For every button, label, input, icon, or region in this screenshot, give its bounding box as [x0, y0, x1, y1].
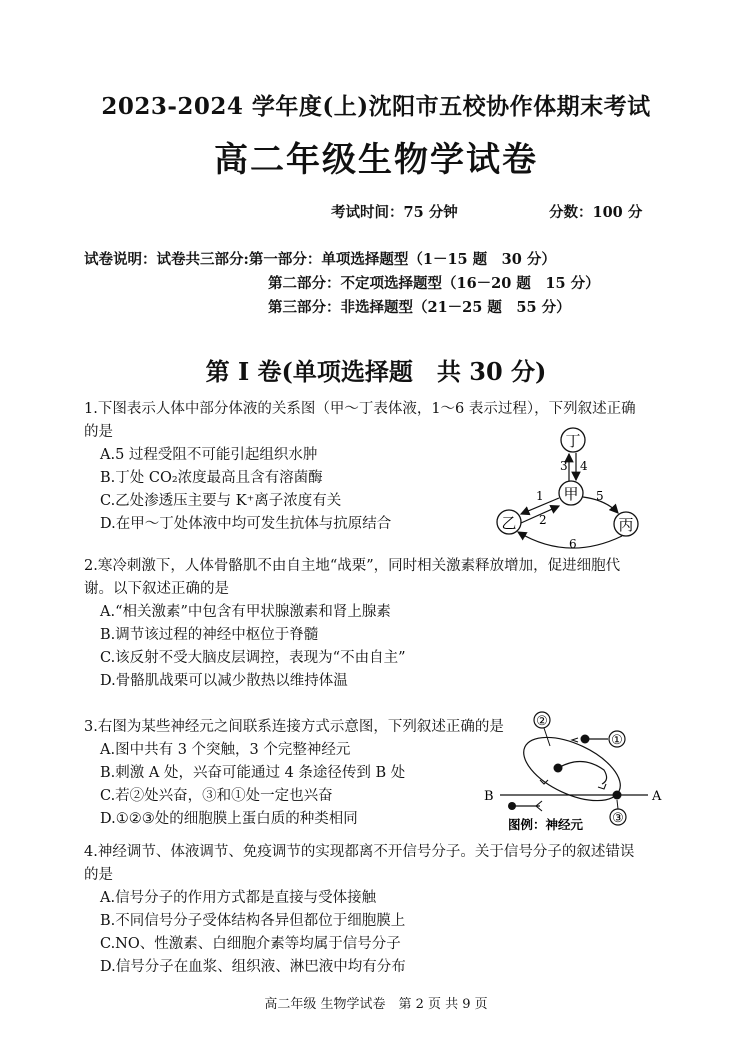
q1-stem-line2: 的是: [84, 424, 113, 440]
q1-stem-line1: 1.下图表示人体中部分体液的关系图（甲～丁表体液，1～6 表示过程），下列叙述正确: [84, 401, 636, 417]
neuron1-body: [581, 735, 590, 744]
node-jia-label: 甲: [563, 485, 579, 503]
paper-title: 高二年级生物学试卷: [214, 140, 538, 180]
body-fluid-diagram: [480, 420, 650, 555]
arrow-2-label: 2: [539, 513, 547, 527]
node-ding-label: 丁: [565, 432, 581, 450]
circ3-pointer: [617, 800, 618, 809]
instructions-lead: 试卷说明：试卷共三部分:第一部分：单项选择题型（1－15 题 30 分）: [84, 251, 556, 268]
q4-option-d: D.信号分子在血浆、组织液、淋巴液中均有分布: [100, 959, 406, 975]
q3-option-c: C.若②处兴奋，③和①处一定也兴奋: [100, 788, 333, 804]
node-yi-label: 乙: [501, 514, 517, 532]
neuron3-body: [613, 791, 622, 800]
synapse-1: [572, 738, 578, 742]
neuron2-body: [554, 764, 563, 773]
arrow-4-label: 4: [580, 459, 588, 473]
label-b: B: [484, 789, 494, 804]
section-title: 第 I 卷(单项选择题 共 30 分): [205, 357, 547, 386]
q1-option-b: B.丁处 CO₂浓度最高且含有溶菌酶: [100, 470, 323, 486]
q4-option-c: C.NO、性激素、白细胞介素等均属于信号分子: [100, 936, 401, 952]
instructions-part3: 第三部分：非选择题型（21－25 题 55 分）: [268, 299, 571, 316]
exam-title: 2023-2024 学年度(上)沈阳市五校协作体期末考试: [101, 93, 651, 120]
q4-stem-line2: 的是: [84, 867, 113, 883]
q2-stem-line2: 谢。以下叙述正确的是: [84, 581, 229, 597]
q4-option-b: B.不同信号分子受体结构各异但都位于细胞膜上: [100, 913, 406, 929]
circ1-label: ①: [611, 733, 623, 748]
exam-time: 考试时间：75 分钟: [331, 204, 458, 221]
exam-score: 分数：100 分: [549, 204, 643, 221]
q2-stem-line1: 2.寒冷刺激下，人体骨骼肌不由自主地“战栗”，同时相关激素释放增加，促进细胞代: [84, 558, 621, 574]
q2-option-c: C.该反射不受大脑皮层调控，表现为“不由自主”: [100, 650, 406, 666]
q3-option-a: A.图中共有 3 个突触，3 个完整神经元: [100, 742, 351, 758]
label-a: A: [652, 789, 662, 804]
neuron-loop-inner: [558, 761, 607, 784]
q4-option-a: A.信号分子的作用方式都是直接与受体接触: [100, 890, 377, 906]
q2-option-d: D.骨骼肌战栗可以减少散热以维持体温: [100, 673, 348, 689]
circ2-label: ②: [536, 714, 548, 729]
page-footer: 高二年级 生物学试卷 第 2 页 共 9 页: [264, 997, 488, 1012]
q3-stem: 3.右图为某些神经元之间联系连接方式示意图，下列叙述正确的是: [84, 719, 504, 735]
q4-stem-line1: 4.神经调节、体液调节、免疫调节的实现都离不开信号分子。关于信号分子的叙述错误: [84, 844, 635, 860]
arrow-1-label: 1: [536, 489, 544, 503]
neuron-diagram: [478, 708, 678, 836]
arrow-3-label: 3: [560, 459, 568, 473]
q1-option-a: A.5 过程受阻不可能引起组织水肿: [100, 447, 318, 463]
legend-text: 图例：神经元: [508, 817, 584, 832]
instructions-part2: 第二部分：不定项选择题型（16－20 题 15 分）: [268, 275, 600, 292]
q3-option-d: D.①②③处的细胞膜上蛋白质的种类相同: [100, 811, 358, 827]
arrow-5-label: 5: [596, 489, 604, 503]
synapse-3: [598, 784, 606, 789]
q1-option-d: D.在甲～丁处体液中均可发生抗体与抗原结合: [100, 516, 392, 532]
node-bing-label: 丙: [618, 516, 634, 534]
q1-option-c: C.乙处渗透压主要与 K⁺离子浓度有关: [100, 493, 342, 509]
q3-option-b: B.刺激 A 处，兴奋可能通过 4 条途径传到 B 处: [100, 765, 406, 781]
q2-option-b: B.调节该过程的神经中枢位于脊髓: [100, 627, 319, 643]
q2-option-a: A.“相关激素”中包含有甲状腺激素和肾上腺素: [100, 604, 391, 620]
arrow-6-label: 6: [569, 537, 577, 551]
circ3-label: ③: [612, 811, 624, 826]
